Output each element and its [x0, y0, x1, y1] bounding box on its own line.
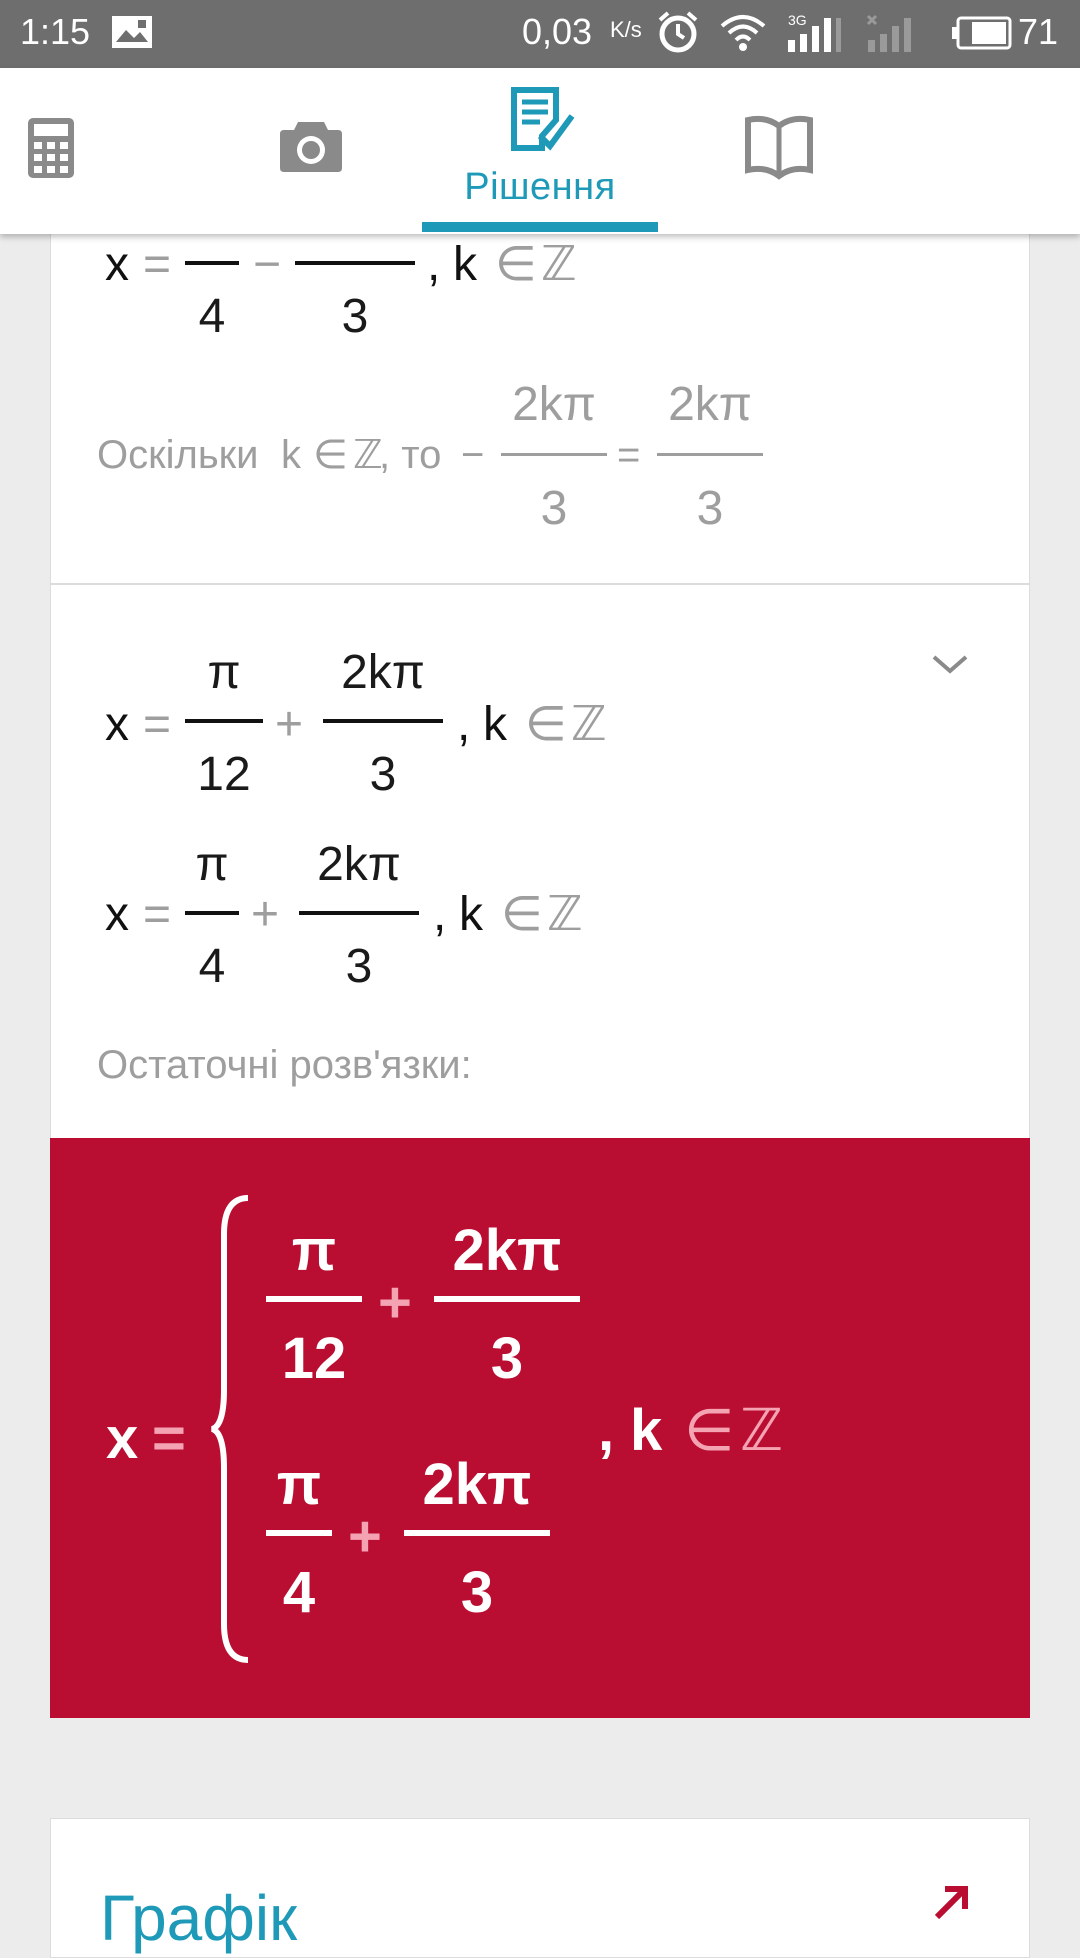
tab-bar: [0, 68, 1080, 234]
chevron-down-icon[interactable]: [931, 653, 969, 677]
battery-icon: [952, 16, 1012, 50]
book-icon: [744, 114, 814, 180]
element-of-sign: ∈: [313, 433, 348, 477]
var-k: k: [483, 698, 507, 751]
open-external-icon[interactable]: [931, 1883, 971, 1923]
fraction: π 12: [266, 1222, 362, 1392]
var-k: k: [453, 238, 477, 291]
equals-sign: =: [143, 698, 172, 751]
tab-calculator[interactable]: [0, 68, 100, 234]
fraction: 2kπ 3: [657, 381, 763, 531]
comma: ,: [427, 238, 441, 291]
comma: ,: [598, 1398, 615, 1463]
var-x: x: [105, 698, 129, 751]
network-type: 3G: [788, 12, 807, 28]
integers-symbol: ℤ: [571, 698, 607, 751]
tab-book[interactable]: [730, 68, 850, 234]
element-of-sign: ∈: [501, 888, 543, 941]
integers-symbol: ℤ: [541, 238, 577, 291]
tab-solution-label: Рішення: [464, 166, 616, 208]
fraction: 2kπ 3: [501, 381, 607, 531]
plus-sign: +: [378, 1270, 412, 1335]
tab-camera[interactable]: [250, 68, 370, 234]
fraction: 2kπ 3: [299, 841, 419, 991]
final-answer-box: [50, 1138, 1030, 1718]
fraction: 3: [295, 201, 415, 351]
fraction: 2kπ 3: [434, 1222, 580, 1392]
wifi-icon: [718, 12, 768, 52]
plus-sign: +: [348, 1504, 382, 1569]
active-tab-indicator: [422, 222, 658, 232]
var-x: x: [106, 1406, 139, 1471]
solution-step-card: [50, 584, 1030, 1140]
battery-level: 71: [1018, 11, 1059, 52]
solution-step-card: [50, 200, 1030, 584]
integers-symbol: ℤ: [353, 433, 383, 477]
fraction: 2kπ 3: [323, 649, 443, 799]
var-x: x: [105, 238, 129, 291]
solution-icon: [510, 86, 576, 152]
signal-empty-icon: [866, 14, 922, 52]
note-text: Оскільки: [97, 433, 259, 477]
equals-sign: =: [617, 433, 641, 477]
var-k: k: [459, 888, 483, 941]
graph-title: Графік: [100, 1882, 298, 1954]
element-of-sign: ∈: [525, 698, 567, 751]
equals-sign: =: [152, 1406, 186, 1471]
minus-sign: −: [253, 238, 282, 291]
equals-sign: =: [143, 238, 172, 291]
element-of-sign: ∈: [684, 1398, 735, 1463]
camera-icon: [280, 118, 342, 172]
comma: ,: [457, 698, 471, 751]
fraction: π 12: [185, 649, 263, 799]
fraction: 2kπ 3: [404, 1456, 550, 1626]
var-x: x: [105, 888, 129, 941]
equals-sign: =: [143, 888, 172, 941]
var-k: k: [281, 433, 301, 477]
status-time: 1:15: [20, 11, 91, 52]
left-brace: [208, 1194, 254, 1664]
calculator-icon: [28, 118, 74, 178]
plus-sign: +: [275, 698, 304, 751]
status-bar: [0, 0, 1080, 68]
comma: ,: [433, 888, 447, 941]
alarm-icon: [656, 10, 700, 54]
integers-symbol: ℤ: [740, 1398, 784, 1463]
fraction: π 4: [266, 1456, 332, 1626]
integers-symbol: ℤ: [547, 888, 583, 941]
note-then: , то: [379, 433, 442, 477]
fraction: 4: [185, 201, 239, 351]
image-icon: [110, 14, 154, 50]
tab-solution[interactable]: [422, 68, 658, 234]
signal-icon: [786, 14, 842, 52]
element-of-sign: ∈: [495, 238, 537, 291]
fraction: π 4: [185, 841, 239, 991]
final-solutions-label: Остаточні розв'язки:: [97, 1043, 472, 1087]
network-speed-unit: K/s: [610, 17, 642, 42]
plus-sign: +: [251, 888, 280, 941]
minus-sign: −: [461, 433, 485, 477]
var-k: k: [630, 1398, 663, 1463]
network-speed: 0,03: [522, 11, 593, 52]
